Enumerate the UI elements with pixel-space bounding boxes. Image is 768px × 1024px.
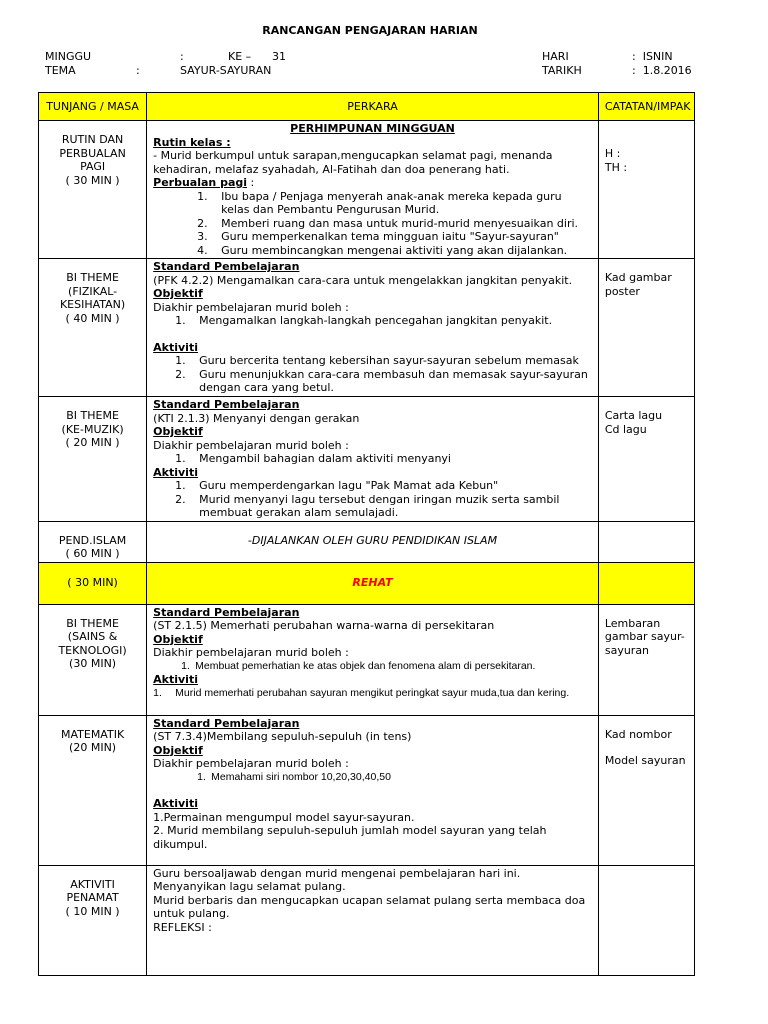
tema-colon: : (136, 64, 140, 77)
row7-catatan: Kad nombor Model sayuran (598, 715, 694, 865)
row4-tunjang: PEND.ISLAM ( 60 MIN ) (39, 521, 147, 562)
table-row (39, 562, 695, 604)
header-catatan: CATATAN/IMPAK (598, 93, 694, 121)
tema-label: TEMA (45, 64, 76, 77)
tarikh-label: TARIKH (542, 64, 582, 77)
perbualan-line: Perbualan pagi : (153, 176, 255, 189)
header-tunjang: TUNJANG / MASA (39, 93, 147, 121)
refleksi-label: REFLEKSI : (153, 920, 212, 934)
tema-value: SAYUR-SAYURAN (180, 64, 272, 77)
row6-catatan: Lembaran gambar sayur-sayuran (598, 604, 694, 715)
tarikh-value: : 1.8.2016 (632, 64, 692, 77)
list-item: 1. Mengambil bahagian dalam aktiviti menyanyi (175, 452, 451, 465)
row2-catatan: Kad gambar poster (598, 259, 694, 397)
rehat-label: REHAT (147, 562, 599, 604)
list-item: 2. Guru menunjukkan cara-cara membasuh dan memasak sayur-sayuran dengan cara yang betul. (175, 367, 588, 394)
row3-perkara: Standard Pembelajaran (KTI 2.1.3) Menyanyi dengan gerakan Objektif Diakhir pembelajaran murid boleh : 1. Mengambil bahagian dalam aktiviti menyanyi Aktiviti 1. Guru memperdengarkan lagu "Pak Mamat ada Kebun" 2. Murid menyanyi lagu tersebut dengan iringan muzik serta sambil membuat gerakan alam semulajadi. (147, 397, 599, 522)
row5-tunjang: ( 30 MIN) (39, 562, 147, 604)
row8-perkara: Guru bersoaljawab dengan murid mengenai pembelajaran hari ini. Menyanyikan lagu selamat pulang. Murid berbaris dan mengucapkan ucapan selamat pulang serta membaca doa untuk pulang. REFLEKSI : (147, 865, 599, 975)
row7-perkara: Standard Pembelajaran (ST 7.3.4)Membilang sepuluh-sepuluh (in tens) Objektif Diakhir pembelajaran murid boleh : 1. Memahami siri nombor 10,20,30,40,50 Aktiviti 1.Permainan mengumpul model sayur-sayuran. 2. Murid membilang sepuluh-sepuluh jumlah model sayuran yang telah dikumpul. (147, 715, 599, 865)
row5-catatan (598, 562, 694, 604)
row6-perkara: Standard Pembelajaran (ST 2.1.5) Memerhati perubahan warna-warna di persekitaran Objektif Diakhir pembelajaran murid boleh : 1. Membuat pemerhatian ke atas objek dan fenomena alam di persekitaran. Aktiviti 1. Murid memerhati perubahan sayuran mengikut peringkat sayur muda,tua dan kering. (147, 604, 599, 715)
perhimpunan-heading: PERHIMPUNAN MINGGUAN (290, 122, 455, 135)
rutin-label: Rutin kelas : (153, 135, 231, 149)
row1-catatan: H : TH : (598, 121, 694, 259)
list-item: 2. Murid membilang sepuluh-sepuluh jumlah model sayuran yang telah dikumpul. (153, 824, 547, 851)
list-item: 3. Guru memperkenalkan tema mingguan iaitu "Sayur-sayuran" (197, 230, 559, 243)
row6-tunjang: BI THEME (SAINS & TEKNOLOGI) (30 MIN) (39, 604, 147, 715)
row1-perkara (147, 121, 599, 259)
table-row (39, 604, 695, 715)
document-title: RANCANGAN PENGAJARAN HARIAN (262, 24, 478, 37)
list-item: 1. Murid memerhati perubahan sayuran mengikut peringkat sayur muda,tua dan kering. (153, 686, 570, 699)
table-row (39, 397, 695, 522)
row8-catatan (598, 865, 694, 975)
table-row (39, 521, 695, 562)
table-row (39, 865, 695, 975)
list-item: 1. Membuat pemerhatian ke atas objek dan fenomena alam di persekitaran. (181, 659, 536, 672)
row4-perkara: -DIJALANKAN OLEH GURU PENDIDIKAN ISLAM (147, 521, 599, 562)
ke-label: KE – (228, 50, 252, 63)
list-item: 1. Memahami siri nombor 10,20,30,40,50 (197, 770, 391, 783)
row1-tunjang: RUTIN DAN PERBUALAN PAGI ( 30 MIN ) (39, 121, 147, 259)
list-item: 1.Permainan mengumpul model sayur-sayuran. (153, 810, 415, 824)
table-row (39, 715, 695, 865)
row3-catatan: Carta lagu Cd lagu (598, 397, 694, 522)
list-item: 2. Murid menyanyi lagu tersebut dengan iringan muzik serta sambil membuat gerakan alam semulajadi. (175, 492, 560, 519)
table-row (39, 121, 695, 259)
header-perkara: PERKARA (147, 93, 599, 121)
row2-perkara: Standard Pembelajaran (PFK 4.2.2) Mengamalkan cara-cara untuk mengelakkan jangkitan penyakit. Objektif Diakhir pembelajaran murid boleh : 1. Mengamalkan langkah-langkah pencegahan jangkitan penyakit. Aktiviti 1. Guru bercerita tentang kebersihan sayur-sayuran sebelum memasak 2. Guru menunjukkan cara-cara membasuh dan memasak sayur-sayuran dengan cara yang betul. (147, 259, 599, 397)
lesson-plan-table (38, 92, 695, 976)
table-header-row (39, 93, 695, 121)
row4-catatan (598, 521, 694, 562)
list-item: 2. Memberi ruang dan masa untuk murid-murid menyesuaikan diri. (197, 216, 579, 230)
list-item: 4. Guru membincangkan mengenai aktiviti yang akan dijalankan. (197, 243, 568, 257)
rutin-text: - Murid berkumpul untuk sarapan,mengucapkan selamat pagi, menanda kehadiran, melafaz syahadah, Al-Fatihah dan doa penerang hati. (153, 149, 553, 176)
row7-tunjang: MATEMATIK (20 MIN) (39, 715, 147, 865)
list-item: 1. Guru memperdengarkan lagu "Pak Mamat ada Kebun" (175, 479, 499, 492)
hari-label: HARI (542, 50, 569, 63)
row3-tunjang: BI THEME (KE-MUZIK) ( 20 MIN ) (39, 397, 147, 522)
minggu-label: MINGGU (45, 50, 92, 63)
minggu-colon: : (180, 50, 184, 63)
hari-value: : ISNIN (632, 50, 673, 63)
table-row (39, 259, 695, 397)
list-item: 1. Ibu bapa / Penjaga menyerah anak-anak mereka kepada guru kelas dan Pembantu Pengurusan Murid. (197, 189, 562, 216)
row2-tunjang: BI THEME (FIZIKAL- KESIHATAN) ( 40 MIN ) (39, 259, 147, 397)
perbualan-list (153, 190, 592, 258)
ke-value: 31 (272, 50, 286, 63)
list-item: 1. Guru bercerita tentang kebersihan sayur-sayuran sebelum memasak (175, 354, 579, 367)
row8-tunjang: AKTIVITI PENAMAT ( 10 MIN ) (39, 865, 147, 975)
list-item: 1. Mengamalkan langkah-langkah pencegahan jangkitan penyakit. (175, 314, 553, 327)
